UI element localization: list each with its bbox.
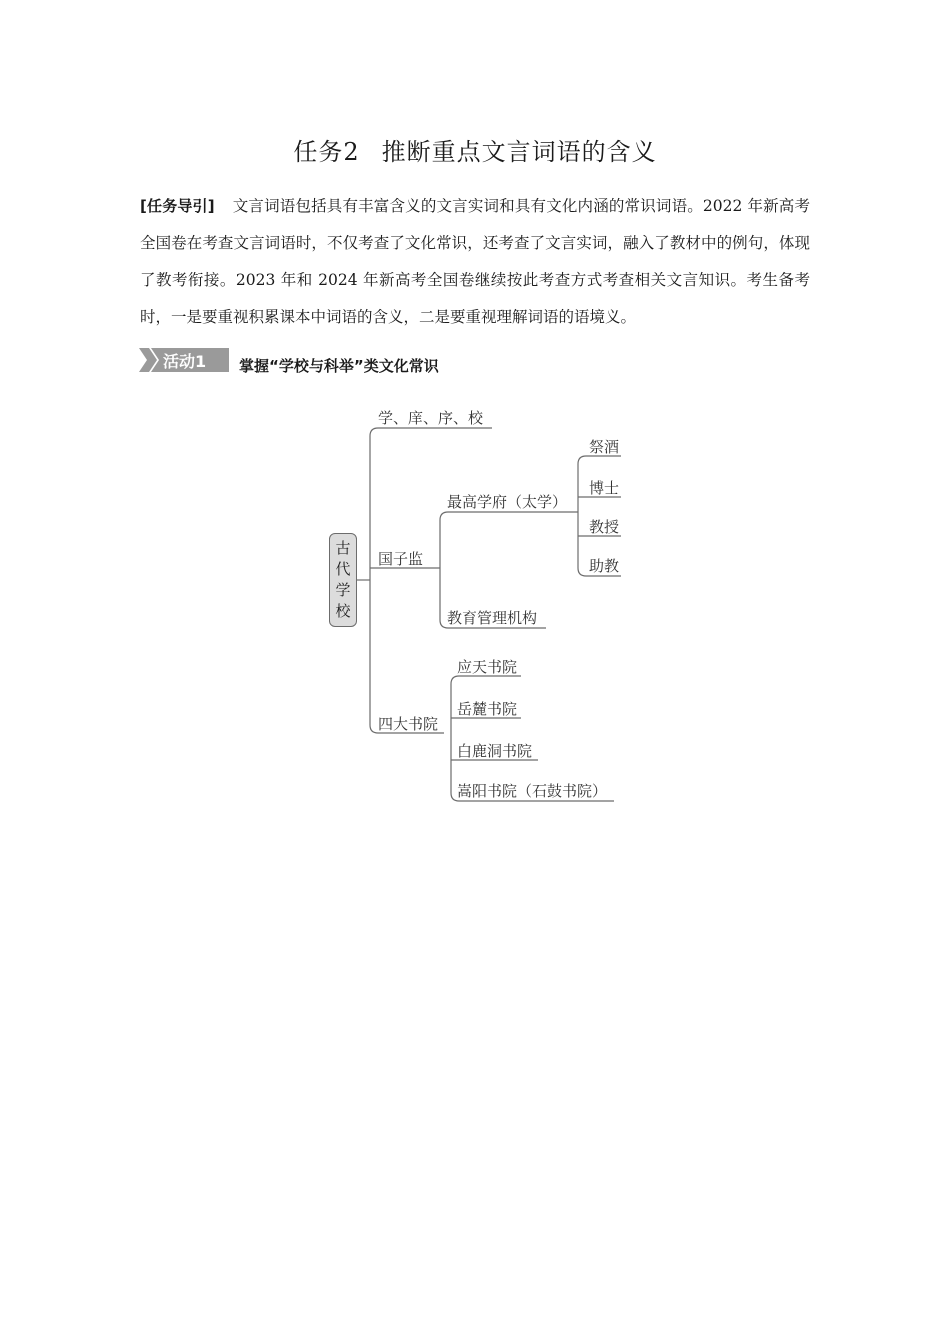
- node-guozijian: 国子监: [378, 550, 424, 568]
- node-jijiu: 祭酒: [589, 438, 620, 456]
- task-number: 任务2: [293, 138, 360, 166]
- node-yuelu: 岳麓书院: [457, 700, 518, 718]
- activity-title: 掌握“学校与科举”类文化常识: [239, 357, 439, 375]
- node-bailudong: 白鹿洞书院: [457, 742, 533, 760]
- node-admin: 教育管理机构: [447, 609, 538, 627]
- mindmap-root: 古代学校: [329, 533, 357, 627]
- node-boshi: 博士: [589, 479, 620, 497]
- node-zhujiao: 助教: [589, 557, 620, 575]
- node-songyang: 嵩阳书院（石鼓书院）: [457, 782, 608, 800]
- activity-badge: 活动1: [163, 352, 207, 371]
- node-taixue: 最高学府（太学）: [447, 493, 568, 511]
- task-heading: 推断重点文言词语的含义: [381, 138, 657, 166]
- intro-tag: [任务导引]: [140, 197, 215, 215]
- node-xue: 学、庠、序、校: [378, 409, 484, 427]
- intro-text: 文言词语包括具有丰富含义的文言实词和具有文化内涵的常识词语。2022 年新高考全国卷在考查文言词语时，不仅考查了文化常识，还考查了文言实词，融入了教材中的例句，体现了教考衔接。2023 年和 2024 年新高考全国卷继续按此考查方式考查相关文言知识。考生备考时，一是要重视积累课本中词语的含义，二是要重视理解词语的语境义。: [140, 197, 810, 326]
- node-jiaoshou: 教授: [589, 518, 620, 536]
- node-yingtian: 应天书院: [457, 658, 518, 676]
- node-shuyuan: 四大书院: [378, 715, 439, 733]
